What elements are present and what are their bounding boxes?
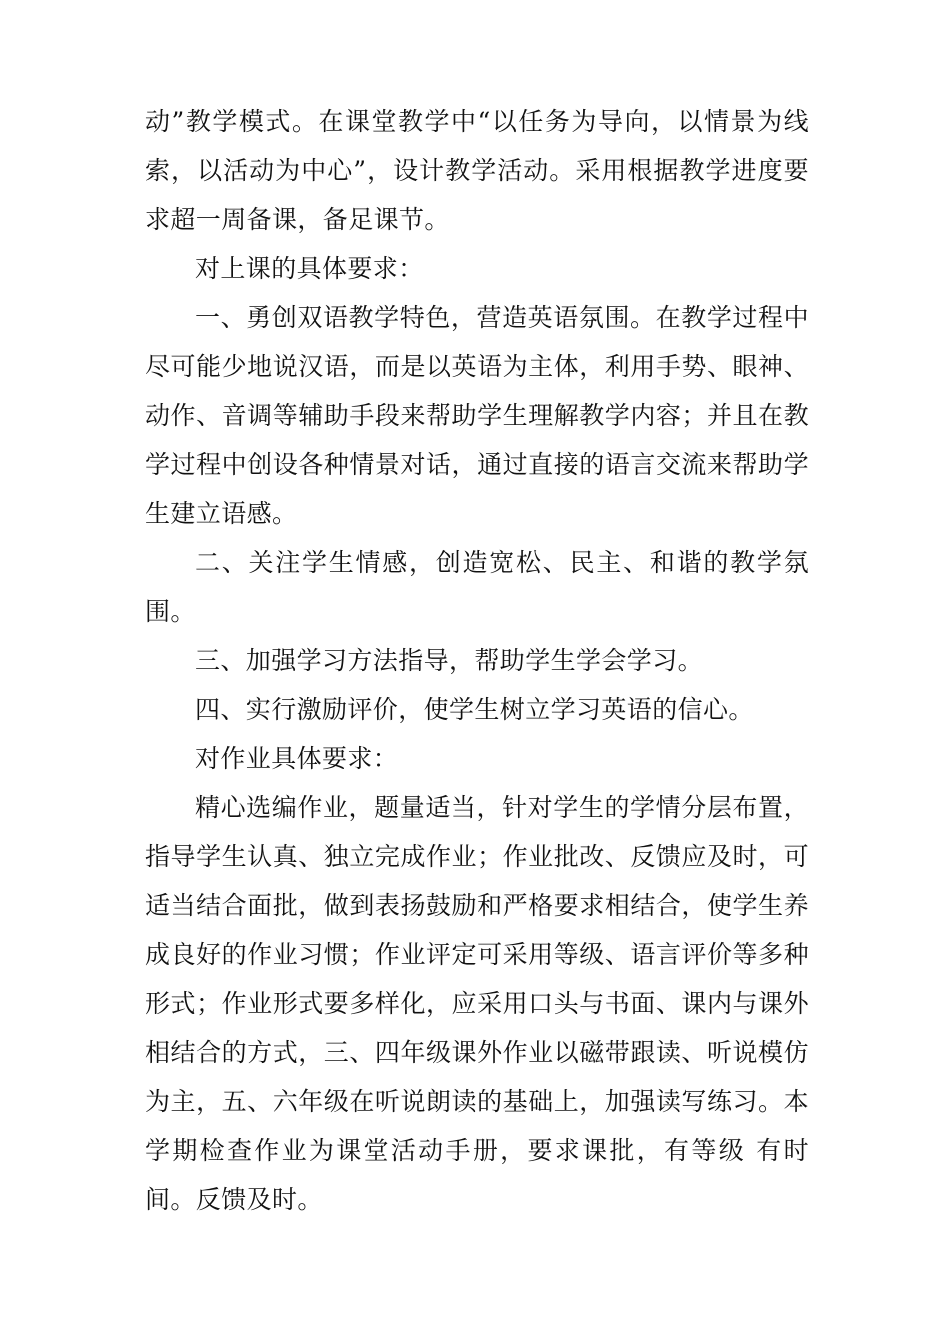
paragraph-incentive-evaluation: 四、实行激励评价，使学生树立学习英语的信心。	[195, 695, 754, 724]
paragraph-bilingual-teaching: 一、勇创双语教学特色，营造英语氛围。在教学过程中尽可能少地说汉语，而是以英语为主体，利用手势、眼神、动作、音调等辅助手段来帮助学生理解教学内容；并且在教学过程中创设各种情景对话，通过直接的语言交流来帮助学生建立语感。	[145, 303, 809, 528]
paragraph-homework-details: 精心选编作业，题量适当，针对学生的学情分层布置，指导学生认真、独立完成作业；作业批改、反馈应及时，可适当结合面批，做到表扬鼓励和严格要求相结合，使学生养成良好的作业习惯；作业评定可采用等级、语言评价等多种形式；作业形式要多样化，应采用口头与书面、课内与课外相结合的方式，三、四年级课外作业以磁带跟读、听说模仿为主，五、六年级在听说朗读的基础上，加强读写练习。本学期检查作业为课堂活动手册，要求课批，有等级 有时间。反馈及时。	[145, 793, 809, 1214]
heading-homework-requirements: 对作业具体要求：	[195, 744, 399, 773]
paragraph-continued-teaching-mode: 动”教学模式。在课堂教学中“以任务为导向，以情景为线索，以活动为中心”，设计教学活动。采用根据教学进度要求超一周备课，备足课节。	[145, 107, 809, 234]
paragraph-student-emotion: 二、关注学生情感，创造宽松、民主、和谐的教学氛围。	[145, 548, 809, 626]
paragraph-learning-methods: 三、加强学习方法指导，帮助学生学会学习。	[195, 646, 704, 675]
document-body	[145, 97, 809, 1224]
heading-class-requirements: 对上课的具体要求：	[195, 254, 424, 283]
